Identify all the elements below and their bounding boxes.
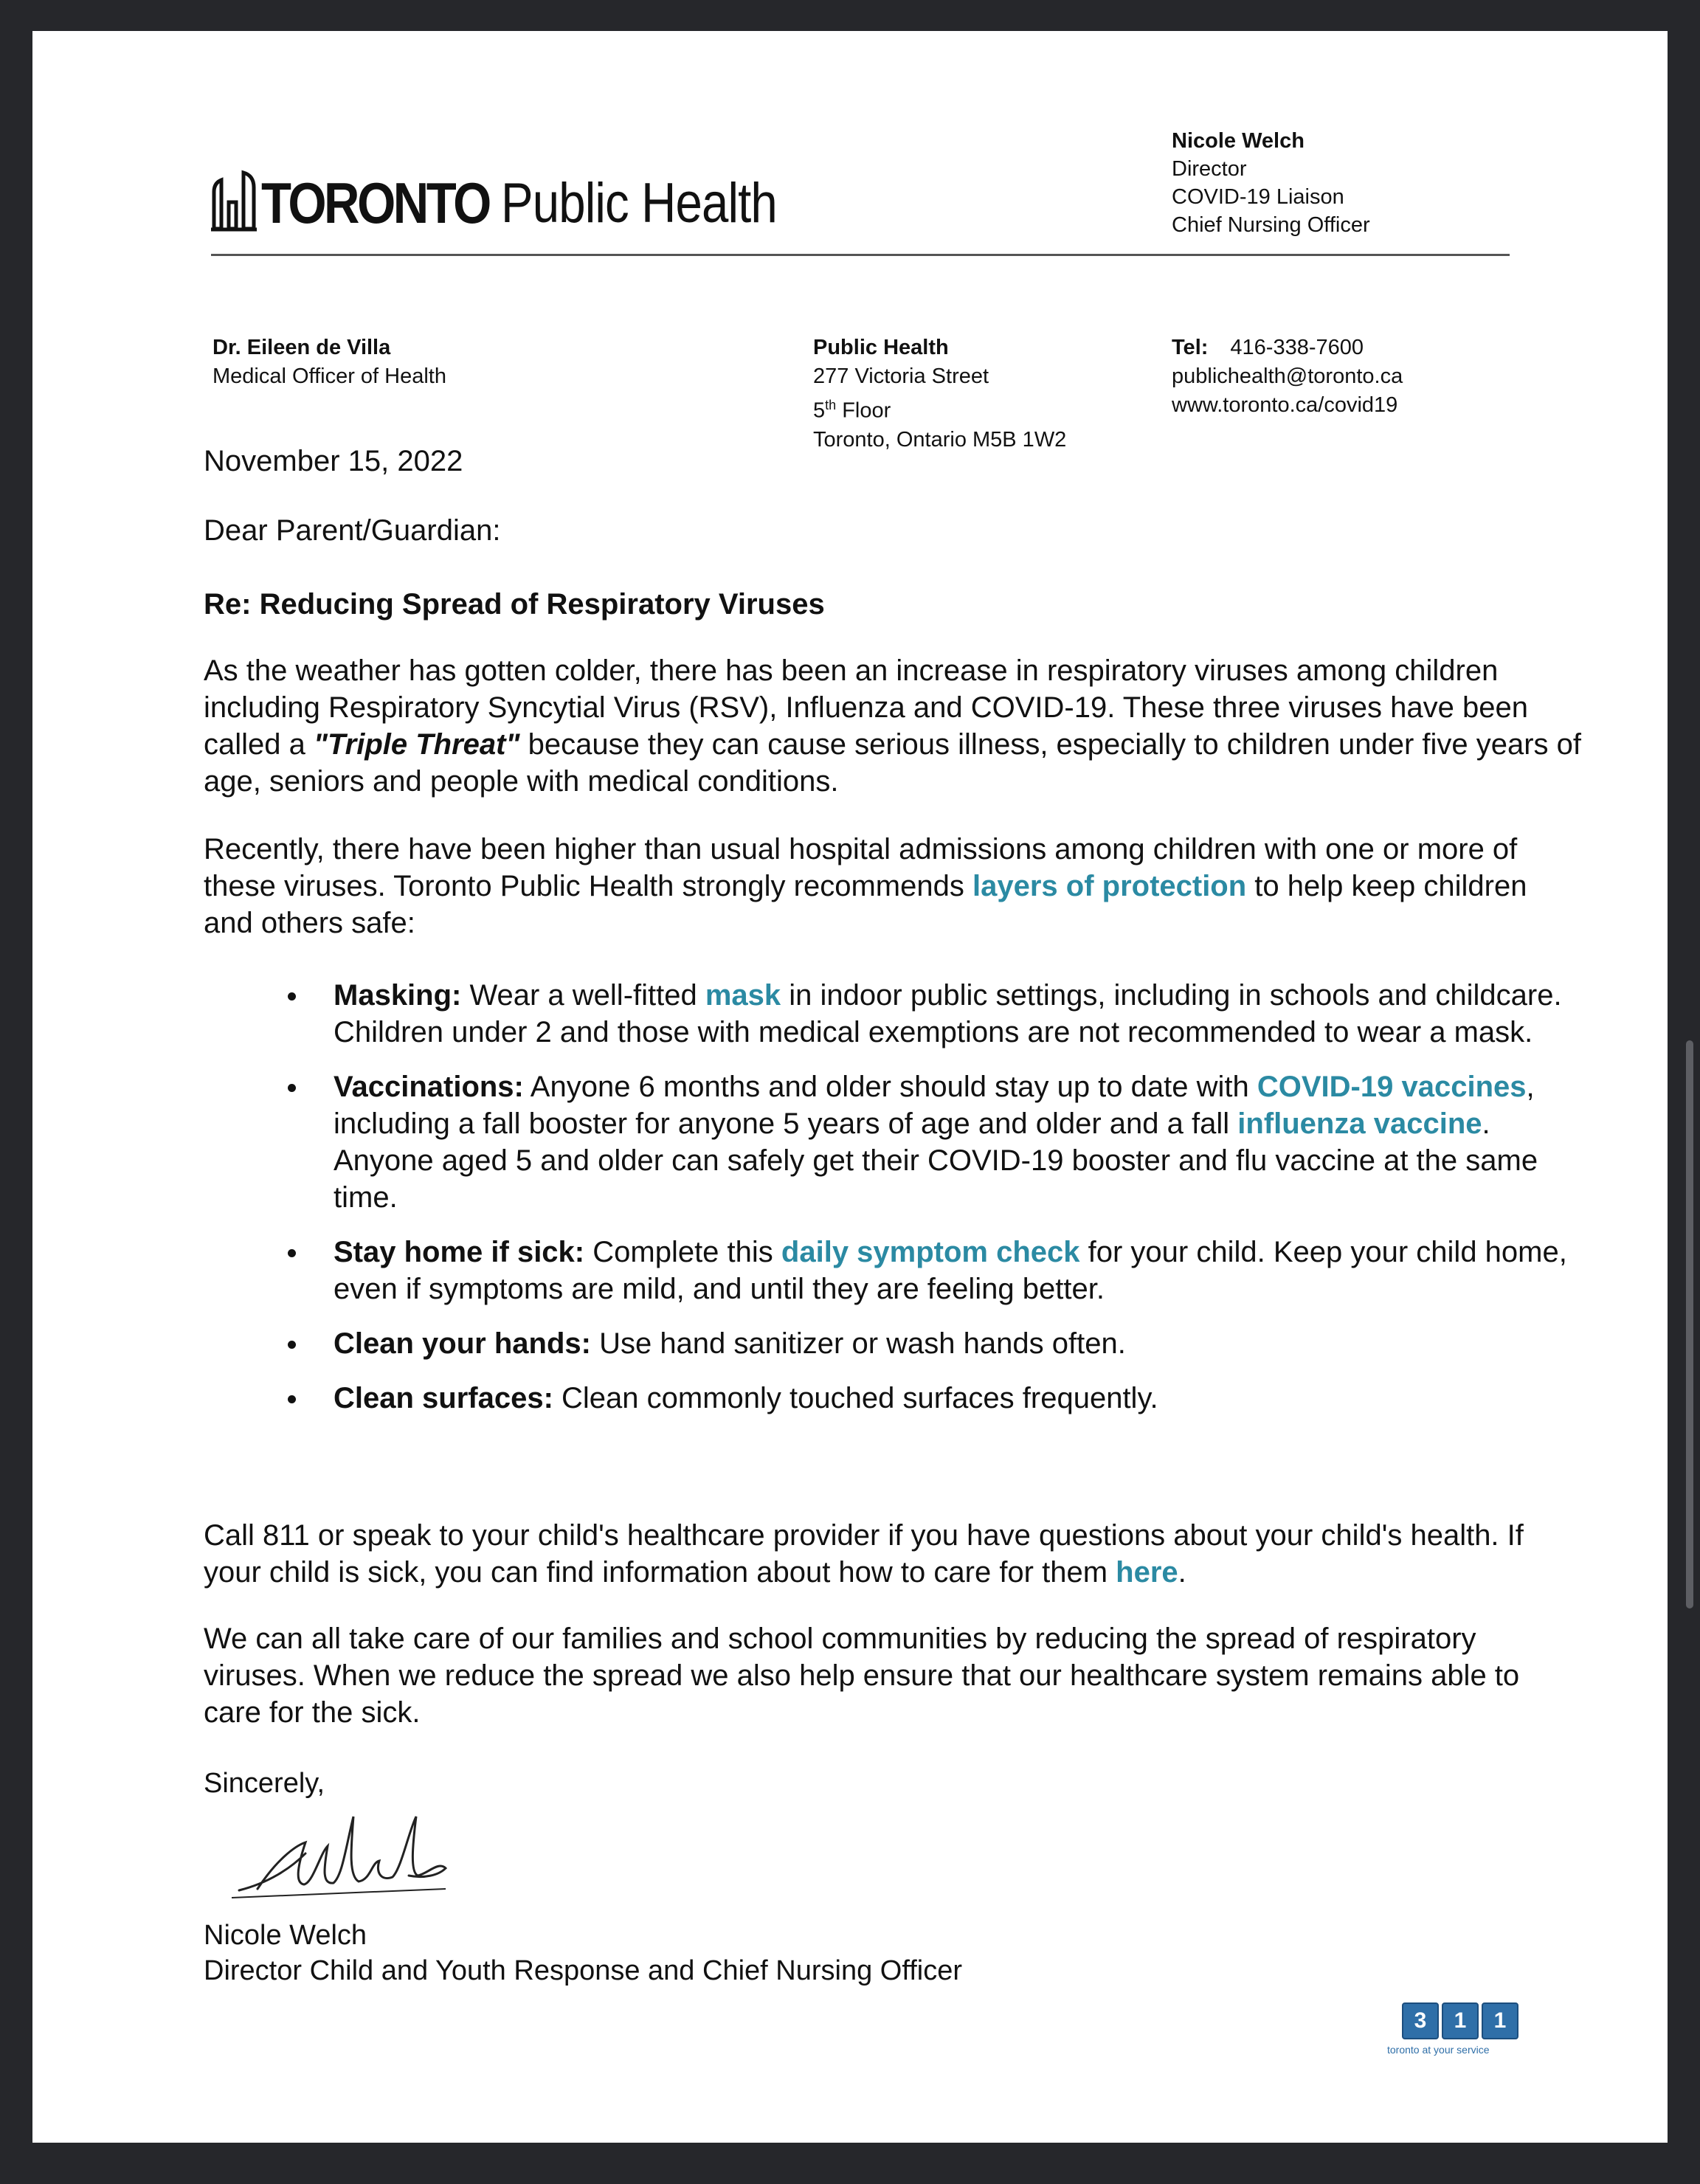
bullet-icon: [288, 1395, 296, 1403]
director-line1: Director: [1172, 157, 1247, 181]
masking-label: Masking:: [334, 979, 462, 1012]
bullet-icon: [288, 1084, 296, 1092]
sick-text-b: for your child. Keep your child home, even if symptoms are mild, and until they are feeling better.: [334, 1236, 1567, 1305]
floor-word: Floor: [836, 398, 891, 423]
address-org: Public Health: [813, 336, 949, 359]
triple-threat-emphasis: "Triple Threat": [313, 728, 520, 761]
311-digit: 3: [1402, 2002, 1439, 2039]
director-line2: COVID-19 Liaison: [1172, 185, 1344, 209]
daily-symptom-check-link[interactable]: daily symptom check: [781, 1236, 1080, 1268]
vaccinations-label: Vaccinations:: [334, 1071, 524, 1103]
p1-text-b: because they can cause serious illness, especially to children under five years of age, seniors and people with medical conditions.: [204, 728, 1582, 798]
clean-hands-text: Use hand sanitizer or wash hands often.: [590, 1327, 1126, 1360]
vacc-text-c: . Anyone aged 5 and older can safely get their COVID-19 booster and flu vaccine at the same time.: [334, 1107, 1538, 1214]
311-digit: 1: [1442, 2002, 1479, 2039]
p3-text-b: .: [1178, 1556, 1186, 1589]
header-divider: [211, 254, 1510, 256]
vacc-text-a: Anyone 6 months and older should stay up to date with: [523, 1071, 1257, 1103]
director-block: [1172, 127, 1370, 239]
tel-line: [1172, 334, 1403, 362]
masking-text-b: in indoor public settings, including in schools and childcare. Children under 2 and those with medical exemptions are not recommended to wear a mask.: [334, 979, 1562, 1048]
paragraph-3: [204, 1517, 1583, 1591]
here-link[interactable]: here: [1116, 1556, 1178, 1589]
letter-page: [32, 31, 1668, 2143]
floor-superscript: th: [825, 398, 837, 412]
logo-public-health-text: Public Health: [501, 172, 778, 235]
subject-line: Re: Reducing Spread of Respiratory Viruses: [204, 588, 825, 621]
tel-label: Tel:: [1172, 336, 1209, 359]
paragraph-1: [204, 652, 1583, 800]
clean-hands-label: Clean your hands:: [334, 1327, 591, 1360]
bullet-icon: [288, 1341, 296, 1349]
mask-link[interactable]: mask: [705, 979, 781, 1012]
address-floor: [813, 391, 1066, 426]
toronto-public-health-logo: [211, 151, 822, 235]
tel-number[interactable]: 416-338-7600: [1230, 336, 1364, 359]
clean-surfaces-text: Clean commonly touched surfaces frequently.: [553, 1382, 1158, 1414]
list-item-masking: [204, 977, 1583, 1051]
list-item-clean-hands: [204, 1325, 1583, 1362]
bullet-icon: [288, 1249, 296, 1257]
website-link[interactable]: www.toronto.ca/covid19: [1172, 393, 1398, 417]
floor-number: 5: [813, 398, 826, 423]
masking-text-a: Wear a well-fitted: [461, 979, 705, 1012]
bullet-icon: [288, 992, 296, 1001]
p2-text-a: Recently, there have been higher than usual hospital admissions among children with one or more of these viruses. Toronto Public Health strongly recommends: [204, 833, 1518, 902]
protection-list: [204, 977, 1583, 1434]
director-line3: Chief Nursing Officer: [1172, 213, 1370, 237]
closing: Sincerely,: [204, 1768, 325, 1799]
scrollbar-thumb[interactable]: [1686, 1040, 1693, 1608]
address-street: 277 Victoria Street: [813, 364, 989, 388]
list-item-stay-home: [204, 1234, 1583, 1307]
signer-name: Nicole Welch: [204, 1920, 367, 1951]
address-block: [813, 334, 1067, 452]
moh-name: Dr. Eileen de Villa: [212, 336, 391, 359]
moh-title: Medical Officer of Health: [212, 364, 446, 388]
logo-toronto-text: TORONTO: [261, 170, 489, 235]
sick-text-a: Complete this: [584, 1236, 781, 1268]
311-badge: [1381, 2002, 1551, 2056]
covid19-vaccines-link[interactable]: COVID-19 vaccines: [1257, 1071, 1527, 1103]
contact-block: [1172, 334, 1403, 420]
address-city: Toronto, Ontario M5B 1W2: [813, 427, 1067, 452]
letter-date: November 15, 2022: [204, 445, 463, 477]
moh-block: [212, 334, 446, 391]
paragraph-4: We can all take care of our families and school communities by reducing the spread of respiratory viruses. When we reduce the spread we also help ensure that our healthcare system remains able to care for the sick.: [204, 1623, 1520, 1729]
stay-home-label: Stay home if sick:: [334, 1236, 585, 1268]
vacc-text-b: , including a fall booster for anyone 5 years of age and older and a fall: [334, 1071, 1535, 1140]
p3-text-a: Call 811 or speak to your child's healthcare provider if you have questions about your child's health. If your child is sick, you can find information about how to care for them: [204, 1519, 1524, 1589]
city-hall-logo-icon: [211, 170, 257, 232]
layers-of-protection-link[interactable]: layers of protection: [972, 870, 1247, 902]
p1-text-a: As the weather has gotten colder, there has been an increase in respiratory viruses among children including Respiratory Syncytial Virus (RSV), Influenza and COVID-19. These three viruses have been called a: [204, 654, 1528, 761]
influenza-vaccine-link[interactable]: influenza vaccine: [1237, 1107, 1482, 1140]
signature-image: [224, 1802, 460, 1912]
311-digit: 1: [1482, 2002, 1518, 2039]
311-tagline: toronto at your service: [1387, 2044, 1490, 2056]
311-digits: [1402, 2002, 1551, 2039]
p2-text-b: to help keep children and others safe:: [204, 870, 1527, 939]
email-link[interactable]: publichealth@toronto.ca: [1172, 364, 1403, 388]
clean-surfaces-label: Clean surfaces:: [334, 1382, 553, 1414]
list-item-vaccinations: [204, 1068, 1583, 1216]
list-item-clean-surfaces: [204, 1380, 1583, 1417]
salutation: Dear Parent/Guardian:: [204, 514, 501, 547]
director-name: Nicole Welch: [1172, 129, 1305, 153]
signer-title: Director Child and Youth Response and Chief Nursing Officer: [204, 1955, 962, 1986]
paragraph-2: [204, 831, 1583, 941]
